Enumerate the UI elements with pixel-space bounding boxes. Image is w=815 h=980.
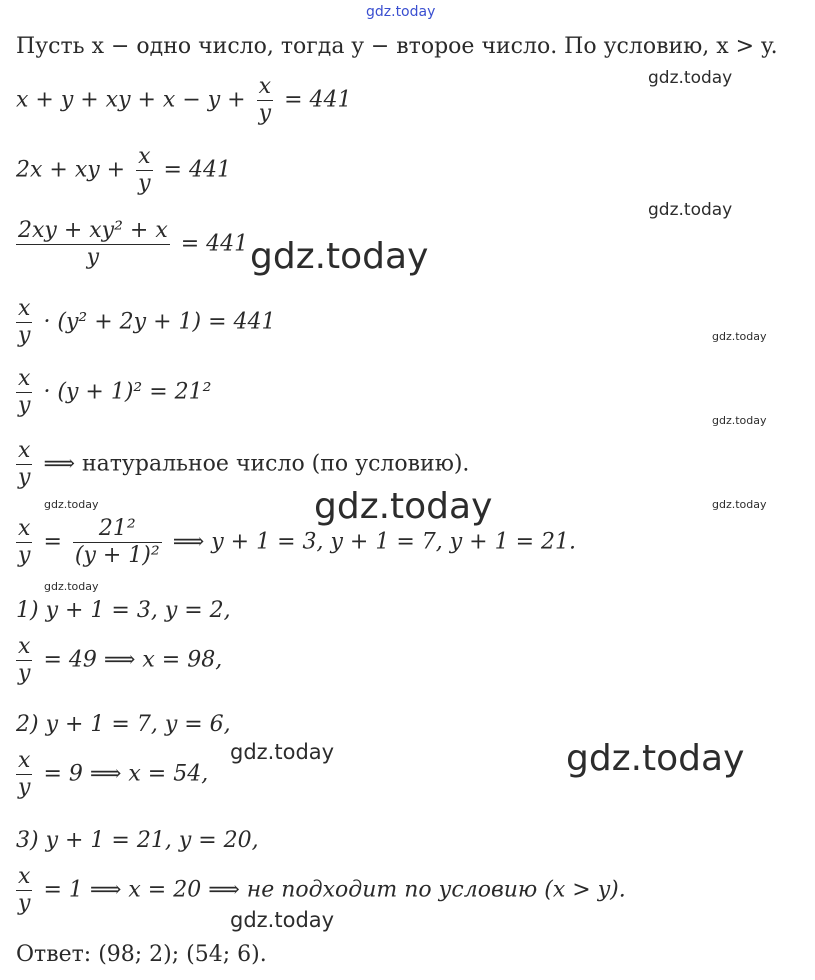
eq4-den: y	[18, 323, 31, 348]
eq5-fraction	[16, 368, 32, 417]
eq1-lhs: x + y + xy + x − y +	[16, 87, 246, 113]
eq6-fraction	[16, 440, 32, 489]
equation-2	[16, 146, 231, 195]
equation-5	[16, 368, 212, 417]
eq7-num: x	[18, 516, 31, 541]
case1-rhs: = 49 ⟹ x = 98,	[43, 647, 223, 673]
eq7-den: y	[18, 543, 31, 568]
watermark-small: gdz.today	[44, 580, 99, 593]
case2-den: y	[18, 775, 31, 800]
eq6-den: y	[18, 465, 31, 490]
watermark-small: gdz.today	[44, 498, 99, 511]
case2-num: x	[18, 748, 31, 773]
eq1-num: x	[258, 74, 272, 99]
equation-3	[16, 220, 248, 269]
case1-den: y	[18, 661, 31, 686]
watermark-large: gdz.today	[566, 738, 745, 779]
eq5-den: y	[18, 393, 31, 418]
eq3-den: y	[86, 245, 100, 270]
eq1-fraction	[257, 76, 273, 125]
case-1-line: 1) y + 1 = 3, y = 2,	[16, 598, 231, 623]
watermark-small: gdz.today	[712, 498, 767, 511]
case3-den: y	[18, 891, 31, 916]
watermark: gdz.today	[230, 740, 335, 764]
watermark-small: gdz.today	[712, 330, 767, 343]
eq7-fraction-right	[73, 518, 162, 567]
eq2-rhs: = 441	[163, 157, 231, 183]
case1-fraction	[16, 636, 32, 685]
eq4-rhs: · (y² + 2y + 1) = 441	[43, 309, 276, 335]
case3-num: x	[18, 864, 31, 889]
eq5-rhs: · (y + 1)² = 21²	[43, 379, 212, 405]
eq7-equals: =	[43, 529, 62, 555]
eq4-num: x	[18, 296, 31, 321]
eq2-den: y	[138, 171, 151, 196]
watermark: gdz.today	[648, 68, 733, 88]
eq7-num2: 21²	[98, 516, 136, 541]
eq1-rhs: = 441	[284, 87, 352, 113]
case-1-result	[16, 636, 222, 685]
eq2-fraction	[136, 146, 152, 195]
eq7-rhs: ⟹ y + 1 = 3, y + 1 = 7, y + 1 = 21.	[172, 529, 577, 555]
watermark-small: gdz.today	[712, 414, 767, 427]
watermark-large: gdz.today	[314, 486, 493, 527]
intro-line: Пусть x − одно число, тогда y − второе число. По условию, x > y.	[16, 34, 778, 59]
eq7-fraction-left	[16, 518, 32, 567]
case3-fraction	[16, 866, 32, 915]
eq3-fraction	[16, 220, 170, 269]
watermark-large: gdz.today	[250, 236, 429, 277]
watermark: gdz.today	[230, 908, 335, 932]
case2-rhs: = 9 ⟹ x = 54,	[43, 761, 209, 787]
eq3-rhs: = 441	[180, 231, 249, 257]
case-2-line: 2) y + 1 = 7, y = 6,	[16, 712, 231, 737]
case2-fraction	[16, 750, 32, 799]
equation-1	[16, 76, 351, 125]
equation-4	[16, 298, 276, 347]
equation-6	[16, 440, 469, 489]
eq3-num: 2xy + xy² + x	[18, 218, 168, 243]
eq6-num: x	[18, 438, 31, 463]
eq7-den2: (y + 1)²	[74, 543, 160, 568]
case3-rhs: = 1 ⟹ x = 20 ⟹ не подходит по условию (x > y).	[43, 877, 626, 903]
case-2-result	[16, 750, 208, 799]
eq2-lhs: 2x + xy +	[16, 157, 126, 183]
answer-line: Ответ: (98; 2); (54; 6).	[16, 942, 267, 967]
eq2-num: x	[138, 144, 151, 169]
eq4-fraction	[16, 298, 32, 347]
eq5-num: x	[18, 366, 31, 391]
watermark: gdz.today	[648, 200, 733, 220]
eq1-den: y	[258, 101, 272, 126]
watermark-top: gdz.today	[366, 4, 436, 20]
case1-num: x	[18, 634, 31, 659]
case-3-line: 3) y + 1 = 21, y = 20,	[16, 828, 259, 853]
eq6-rhs: ⟹ натуральное число (по условию).	[43, 451, 470, 477]
